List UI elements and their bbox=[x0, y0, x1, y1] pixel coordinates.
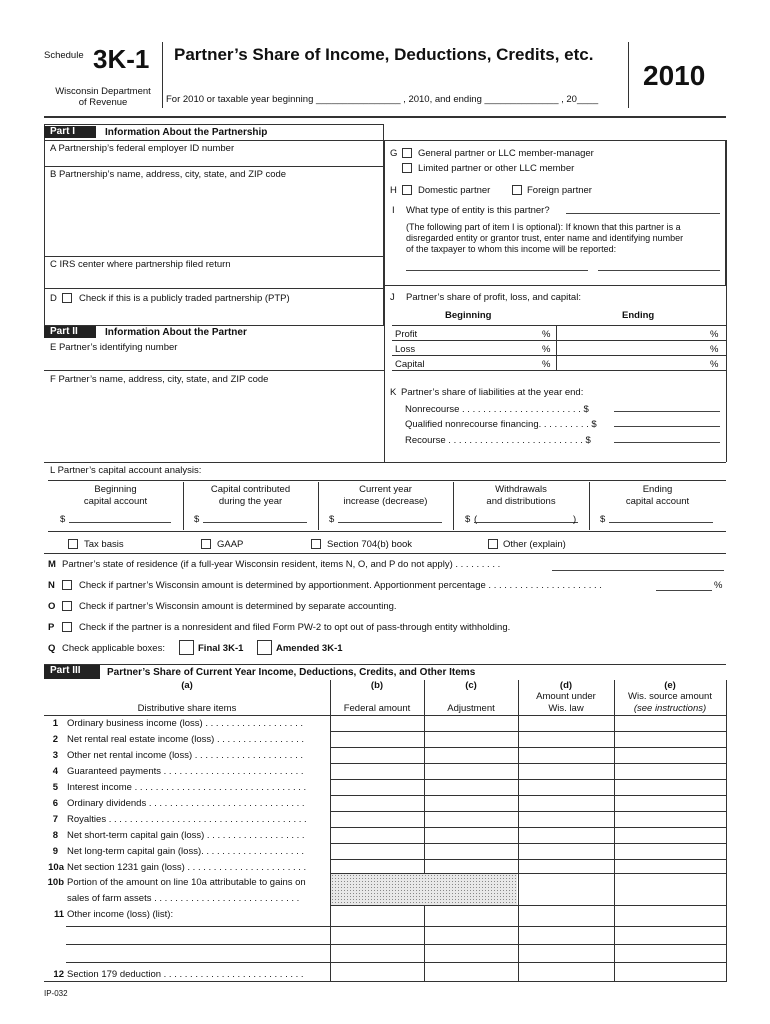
beginning-capital-field[interactable] bbox=[69, 522, 171, 523]
apportionment-percentage-field[interactable] bbox=[656, 590, 712, 591]
col-a-letter: (a) bbox=[181, 680, 193, 691]
capital-label: Capital bbox=[395, 359, 425, 370]
line-label: Royalties . . . . . . . . . . . . . . . . . . . . . . . . . . . . . . . . . . . . . . bbox=[67, 814, 307, 825]
section-704b-checkbox[interactable] bbox=[311, 539, 321, 549]
general-partner-checkbox[interactable] bbox=[402, 148, 412, 158]
schedule-label: Schedule bbox=[44, 50, 84, 61]
line-number: 7 bbox=[52, 814, 58, 825]
line-number: 9 bbox=[52, 846, 58, 857]
separate-accounting-checkbox[interactable] bbox=[62, 601, 72, 611]
line-label: Ordinary dividends . . . . . . . . . . . . . . . . . . . . . . . . . . . . . . bbox=[67, 798, 305, 809]
ending-capital-field[interactable] bbox=[609, 522, 713, 523]
line-number: 1 bbox=[52, 718, 58, 729]
col-d-header-2: Wis. law bbox=[548, 703, 584, 714]
i-note-1: (The following part of item I is optional): If known that this partner is a bbox=[406, 222, 681, 232]
final-3k1-label: Final 3K-1 bbox=[198, 643, 244, 654]
l-col3-line1: Current year bbox=[359, 484, 412, 495]
k-letter: K bbox=[390, 387, 397, 398]
form-code: 3K-1 bbox=[93, 44, 150, 74]
j-beginning-header: Beginning bbox=[445, 310, 492, 321]
l-col4-line1: Withdrawals bbox=[495, 484, 547, 495]
partner-address-label: F Partner’s name, address, city, state, and ZIP code bbox=[50, 374, 269, 385]
k-label: Partner’s share of liabilities at the year end: bbox=[401, 387, 584, 398]
part2-badge: Part II bbox=[44, 326, 96, 338]
nonrecourse-field[interactable] bbox=[614, 411, 720, 412]
ptp-letter: D bbox=[50, 293, 57, 304]
tax-basis-checkbox[interactable] bbox=[68, 539, 78, 549]
line-label: Other net rental income (loss) . . . . . . . . . . . . . . . . . . . . . bbox=[67, 750, 303, 761]
tax-year: 2010 bbox=[643, 60, 706, 91]
o-letter: O bbox=[48, 601, 56, 612]
loss-label: Loss bbox=[395, 344, 416, 355]
ptp-label: Check if this is a publicly traded partnership (PTP) bbox=[79, 293, 290, 304]
pct-sign: % bbox=[710, 329, 719, 340]
foreign-partner-label: Foreign partner bbox=[527, 185, 592, 196]
j-ending-header: Ending bbox=[622, 310, 655, 321]
l-col2-line2: during the year bbox=[218, 496, 283, 507]
col-e-letter: (e) bbox=[664, 680, 676, 691]
l-col2-line1: Capital contributed bbox=[210, 484, 291, 495]
nonrecourse-label: Nonrecourse . . . . . . . . . . . . . . . . . . . . . . . $ bbox=[405, 404, 589, 415]
disregarded-id-field[interactable] bbox=[598, 270, 720, 271]
line-number: 10b bbox=[47, 877, 64, 888]
amended-3k1-checkbox[interactable] bbox=[257, 640, 272, 655]
header-divider bbox=[162, 42, 163, 108]
entity-type-label: What type of entity is this partner? bbox=[406, 205, 550, 216]
other-basis-checkbox[interactable] bbox=[488, 539, 498, 549]
col-b-letter: (b) bbox=[370, 680, 384, 691]
dept-line-2: of Revenue bbox=[78, 97, 128, 108]
tax-basis-label: Tax basis bbox=[84, 539, 124, 550]
entity-type-field[interactable] bbox=[566, 213, 720, 214]
line-number: 4 bbox=[52, 766, 58, 777]
partner-id-label: E Partner’s identifying number bbox=[50, 342, 178, 353]
irs-center-label: C IRS center where partnership filed return bbox=[50, 259, 231, 270]
recourse-label: Recourse . . . . . . . . . . . . . . . . . . . . . . . . . . $ bbox=[405, 435, 591, 446]
pct-sign: % bbox=[542, 344, 551, 355]
header-rule bbox=[44, 116, 726, 118]
pct-sign: % bbox=[710, 359, 719, 370]
dollar-sign: $ bbox=[329, 514, 335, 525]
i-note-2: disregarded entity or grantor trust, enter name and identifying number bbox=[406, 233, 684, 243]
line-label: Net long-term capital gain (loss). . . . . . . . . . . . . . . . . . . . bbox=[67, 846, 305, 857]
line-number: 3 bbox=[52, 750, 58, 761]
partnership-ein-label: A Partnership’s federal employer ID number bbox=[50, 143, 235, 154]
pct-sign: % bbox=[542, 359, 551, 370]
apportionment-pct-sign: % bbox=[714, 580, 723, 591]
final-3k1-checkbox[interactable] bbox=[179, 640, 194, 655]
current-year-field[interactable] bbox=[338, 522, 442, 523]
col-d-header-1: Amount under bbox=[536, 691, 596, 702]
q-letter: Q bbox=[48, 643, 56, 654]
part1-badge: Part I bbox=[44, 126, 96, 138]
col-d-letter: (d) bbox=[559, 680, 573, 691]
line-number: 5 bbox=[52, 782, 58, 793]
disregarded-name-field[interactable] bbox=[406, 270, 588, 271]
l-col5-line1: Ending bbox=[642, 484, 673, 495]
g-letter: G bbox=[390, 148, 398, 159]
n-letter: N bbox=[48, 580, 55, 591]
paren-open: ( bbox=[474, 514, 478, 525]
l-col1-line2: capital account bbox=[83, 496, 148, 507]
pct-sign: % bbox=[710, 344, 719, 355]
contributed-capital-field[interactable] bbox=[203, 522, 307, 523]
apportionment-label: Check if partner’s Wisconsin amount is determined by apportionment. Apportionment percentage . . . . . . . . . . . . . . . . . . . . . . bbox=[79, 580, 602, 591]
apportionment-checkbox[interactable] bbox=[62, 580, 72, 590]
shaded-cell bbox=[331, 874, 517, 905]
limited-partner-checkbox[interactable] bbox=[402, 163, 412, 173]
year-line: For 2010 or taxable year beginning ________________ , 2010, and ending ______________ , 20____ bbox=[166, 94, 599, 105]
partnership-address-label: B Partnership’s name, address, city, state, and ZIP code bbox=[50, 169, 287, 180]
residence-state-field[interactable] bbox=[552, 570, 724, 571]
l-col5-line2: capital account bbox=[625, 496, 690, 507]
other-basis-label: Other (explain) bbox=[503, 539, 566, 550]
col-c-letter: (c) bbox=[465, 680, 477, 691]
residence-label: Partner’s state of residence (if a full-year Wisconsin resident, items N, O, and P do not apply) . . . . . . . . . bbox=[62, 559, 501, 570]
pct-sign: % bbox=[542, 329, 551, 340]
line-label: sales of farm assets . . . . . . . . . . . . . . . . . . . . . . . . . . . . bbox=[67, 893, 300, 904]
line-number: 2 bbox=[52, 734, 58, 745]
domestic-partner-checkbox[interactable] bbox=[402, 185, 412, 195]
m-letter: M bbox=[48, 559, 56, 570]
i-letter: I bbox=[392, 205, 395, 216]
pw2-optout-checkbox[interactable] bbox=[62, 622, 72, 632]
pw2-optout-label: Check if the partner is a nonresident and filed Form PW-2 to opt out of pass-through entity withholding. bbox=[79, 622, 511, 633]
j-label: Partner’s share of profit, loss, and capital: bbox=[406, 292, 581, 303]
gaap-checkbox[interactable] bbox=[201, 539, 211, 549]
line-label: Section 179 deduction . . . . . . . . . . . . . . . . . . . . . . . . . . . bbox=[67, 969, 304, 980]
dollar-sign: $ bbox=[60, 514, 66, 525]
foreign-partner-checkbox[interactable] bbox=[512, 185, 522, 195]
form-code-footer: IP-032 bbox=[44, 989, 68, 998]
section-704b-label: Section 704(b) book bbox=[327, 539, 413, 550]
col-b-header: Federal amount bbox=[343, 703, 411, 714]
amended-3k1-label: Amended 3K-1 bbox=[276, 643, 343, 654]
general-partner-label: General partner or LLC member-manager bbox=[418, 148, 594, 159]
applicable-boxes-label: Check applicable boxes: bbox=[62, 643, 165, 654]
form-title: Partner’s Share of Income, Deductions, Credits, etc. bbox=[174, 45, 594, 64]
separate-accounting-label: Check if partner’s Wisconsin amount is determined by separate accounting. bbox=[79, 601, 397, 612]
dollar-sign: $ bbox=[600, 514, 606, 525]
line-number: 6 bbox=[52, 798, 58, 809]
line-label: Ordinary business income (loss) . . . . . . . . . . . . . . . . . . . bbox=[67, 718, 303, 729]
part2-title: Information About the Partner bbox=[105, 327, 247, 338]
ptp-checkbox[interactable] bbox=[62, 293, 72, 303]
profit-label: Profit bbox=[395, 329, 418, 340]
l-col3-line2: increase (decrease) bbox=[343, 496, 428, 507]
pct-table bbox=[392, 325, 726, 371]
p-letter: P bbox=[48, 622, 55, 633]
part1-title: Information About the Partnership bbox=[105, 127, 268, 138]
dollar-sign: $ bbox=[465, 514, 471, 525]
j-letter: J bbox=[390, 292, 395, 303]
withdrawals-field[interactable] bbox=[474, 522, 578, 523]
line-number: 11 bbox=[53, 909, 64, 920]
col-c-header: Adjustment bbox=[447, 703, 495, 714]
h-letter: H bbox=[390, 185, 397, 196]
col-e-header-2: (see instructions) bbox=[633, 703, 707, 714]
paren-close: ) bbox=[573, 514, 577, 525]
line-label: Other income (loss) (list): bbox=[67, 909, 174, 920]
qualified-nonrecourse-label: Qualified nonrecourse financing. . . . . . . . . . $ bbox=[405, 419, 597, 430]
line-label: Net short-term capital gain (loss) . . . . . . . . . . . . . . . . . . . bbox=[67, 830, 305, 841]
l-col1-line1: Beginning bbox=[94, 484, 137, 495]
line-number: 8 bbox=[52, 830, 58, 841]
part3-title: Partner’s Share of Current Year Income, Deductions, Credits, and Other Items bbox=[107, 667, 476, 678]
line-label: Interest income . . . . . . . . . . . . . . . . . . . . . . . . . . . . . . . . . bbox=[67, 782, 307, 793]
line-number: 10a bbox=[48, 862, 64, 873]
capital-analysis-label: L Partner’s capital account analysis: bbox=[50, 465, 202, 476]
recourse-field[interactable] bbox=[614, 442, 720, 443]
line-label: Net rental real estate income (loss) . . . . . . . . . . . . . . . . . bbox=[67, 734, 305, 745]
line-label: Portion of the amount on line 10a attributable to gains on bbox=[67, 877, 306, 888]
limited-partner-label: Limited partner or other LLC member bbox=[418, 163, 575, 174]
gaap-label: GAAP bbox=[217, 539, 244, 550]
dollar-sign: $ bbox=[194, 514, 200, 525]
dept-line-1: Wisconsin Department bbox=[55, 86, 151, 97]
line-number: 12 bbox=[53, 969, 64, 980]
col-a-header: Distributive share items bbox=[137, 703, 237, 714]
line-label: Guaranteed payments . . . . . . . . . . . . . . . . . . . . . . . . . . . bbox=[67, 766, 304, 777]
col-e-header-1: Wis. source amount bbox=[628, 691, 712, 702]
line-label: Net section 1231 gain (loss) . . . . . . . . . . . . . . . . . . . . . . . bbox=[67, 862, 307, 873]
part3-badge: Part III bbox=[44, 665, 100, 679]
i-note-3: of the taxpayer to whom this income will be reported: bbox=[406, 244, 617, 254]
domestic-partner-label: Domestic partner bbox=[418, 185, 491, 196]
year-divider bbox=[628, 42, 629, 108]
l-col4-line2: and distributions bbox=[486, 496, 556, 507]
qualified-nonrecourse-field[interactable] bbox=[614, 426, 720, 427]
